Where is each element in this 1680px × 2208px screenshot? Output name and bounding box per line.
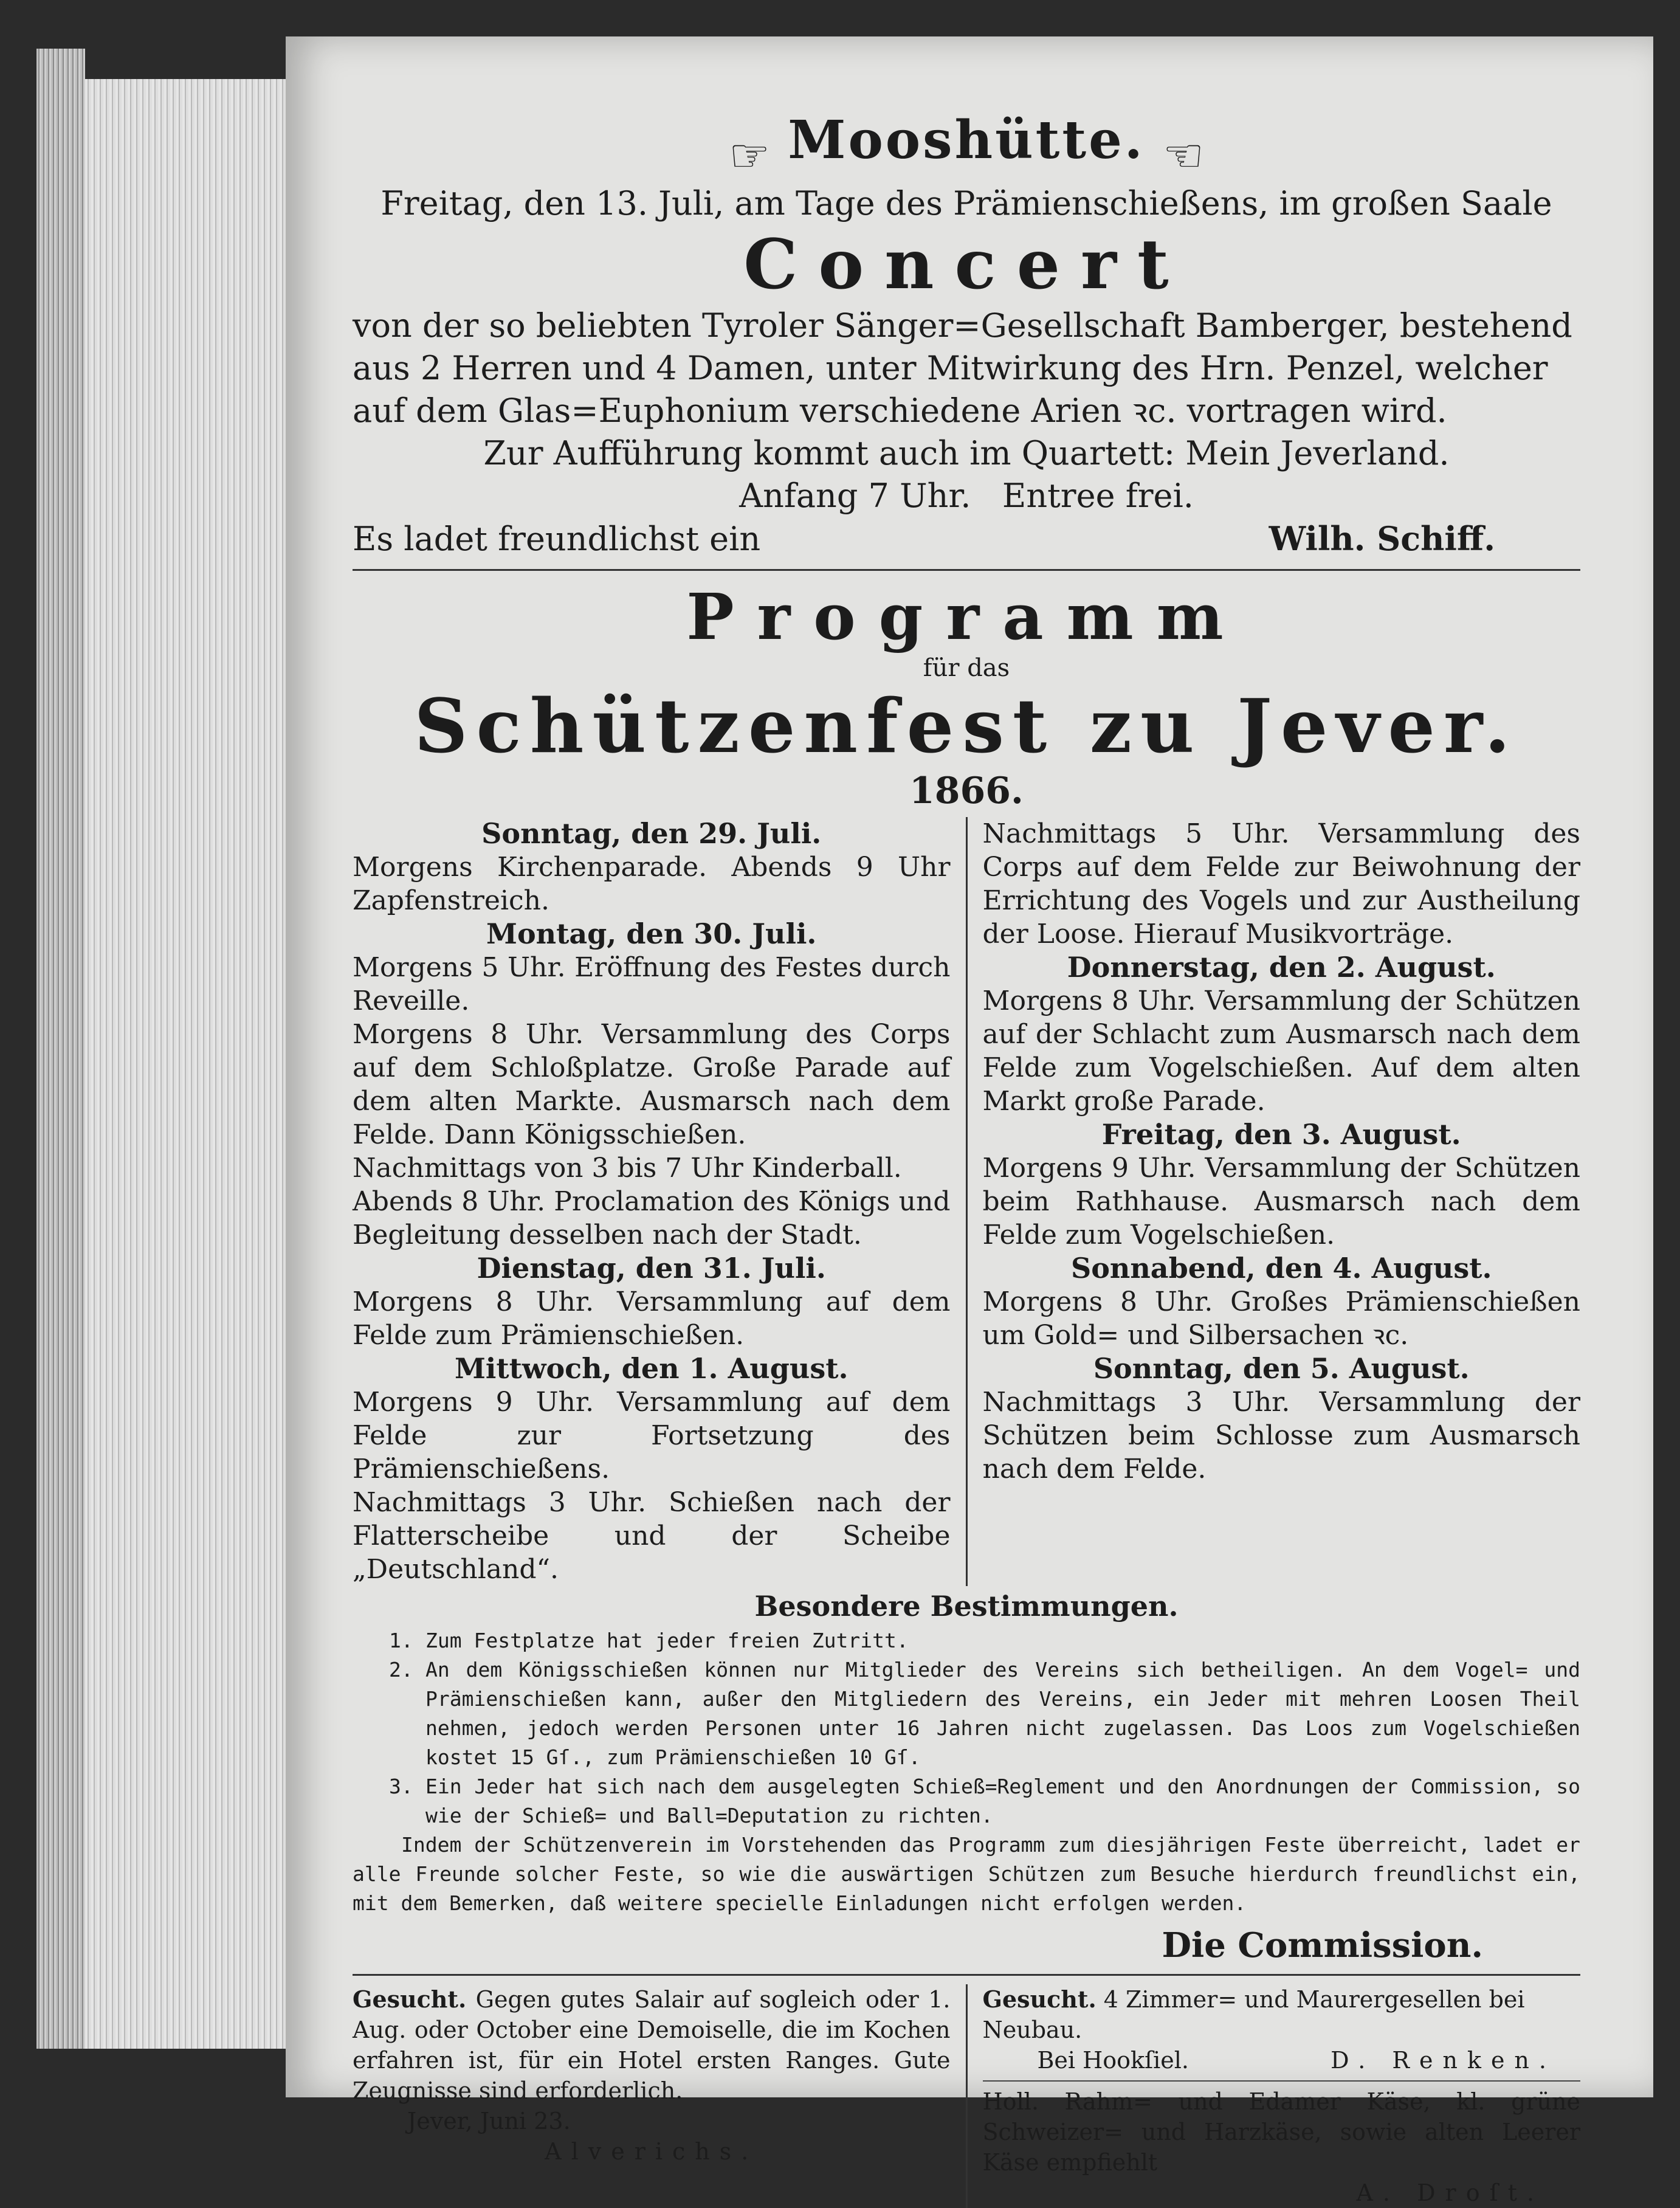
concert-quartet-line: Zur Aufführung kommt auch im Quartett: Mein Jeverland. bbox=[483, 434, 1450, 472]
concert-header bbox=[353, 109, 1580, 182]
concert-title: Concert bbox=[743, 225, 1189, 305]
ad-signature: Alverichs. bbox=[545, 2138, 759, 2165]
schedule-day: Montag, den 30. Juli. bbox=[486, 917, 817, 950]
concert-invite: Es ladet freundlichst ein bbox=[353, 520, 761, 558]
schedule-left bbox=[353, 817, 966, 1586]
schedule-right bbox=[966, 817, 1581, 1586]
schedule-text: Morgens 9 Uhr. Versammlung auf dem Felde zur Fortsetzung des Prämienschießens. Nachmittags 3 Uhr. Schießen nach der Flatterscheibe und der Scheibe „Deutschland“. bbox=[353, 1387, 951, 1585]
programm-title: Programm bbox=[686, 579, 1247, 654]
concert-body-line: aus 2 Herren und 4 Damen, unter Mitwirkung des Hrn. Penzel, welcher bbox=[353, 349, 1548, 387]
rule-item bbox=[353, 1626, 1580, 1655]
schedule-day: Mittwoch, den 1. August. bbox=[455, 1352, 849, 1385]
schedule-day: Donnerstag, den 2. August. bbox=[1067, 951, 1496, 984]
event-year: 1866. bbox=[909, 770, 1024, 812]
book-edge bbox=[36, 49, 85, 2049]
schedule-text: Morgens 8 Uhr. Großes Prämienschießen um Gold= und Silbersachen ꝛc. bbox=[982, 1286, 1580, 1351]
rule-text: Ein Jeder hat sich nach dem ausgelegten Schieß=Reglement und den Anordnungen der Commission, so wie der Schieß= und Ball=Deputation zu richten. bbox=[425, 1775, 1580, 1827]
ad-text: Gegen gutes Salair auf sogleich oder 1. Aug. oder October eine Demoiselle, die im Kochen erfahren ist, für ein Hotel ersten Ranges. Gute Zeugnisse sind erforderlich. bbox=[353, 1986, 951, 2104]
ad-head: Gesucht. bbox=[982, 1985, 1096, 2013]
ad-text: Holl. Rahm= und Edamer Käse, kl. grüne Schweizer= und Harzkäse, sowie alten Leerer Käse empfiehlt bbox=[982, 2088, 1580, 2176]
ad-body bbox=[983, 1984, 1581, 2045]
rule-number: 2. bbox=[389, 1658, 413, 1682]
ad-place: Bei Hookſiel. bbox=[1037, 2047, 1189, 2074]
schedule-text: Morgens Kirchenparade. Abends 9 Uhr Zapfenstreich. bbox=[353, 852, 951, 916]
newspaper-content bbox=[353, 109, 1580, 2208]
ad-signature: A. Droſt. bbox=[1356, 2179, 1544, 2206]
commission-signature: Die Commission. bbox=[1162, 1925, 1483, 1965]
ad-signature: D. Renken. bbox=[1331, 2047, 1556, 2074]
concert-date-line: Freitag, den 13. Juli, am Tage des Prämienschießens, im großen Saale bbox=[380, 184, 1552, 223]
rule-item bbox=[353, 1772, 1580, 1830]
rules-title: Besondere Bestimmungen. bbox=[754, 1590, 1179, 1623]
concert-signature: Wilh. Schiff. bbox=[1269, 519, 1495, 558]
rule-text: An dem Königsschießen können nur Mitglieder des Vereins sich betheiligen. An dem Vogel= und Prämienschießen kann, außer den Mitgliedern des Vereins, ein Jeder mit mehren Loosen Theil nehmen, jedoch werden Personen unter 16 Jahren nicht zugelassen. Das Loos zum Vogelschießen kostet 15 Gſ., zum Prämienschießen 10 Gſ. bbox=[425, 1658, 1580, 1769]
schedule-text: Morgens 5 Uhr. Eröffnung des Festes durch Reveille. Morgens 8 Uhr. Versammlung des Corps auf dem Schloßplatze. Große Parade auf dem alten Markte. Ausmarsch nach dem Felde. Dann Königsschießen. Nachmittags von 3 bis 7 Uhr Kinderball. Abends 8 Uhr. Proclamation des Königs und Begleitung desselben nach der Stadt. bbox=[353, 952, 951, 1251]
concert-body bbox=[353, 305, 1580, 432]
ad-footer bbox=[983, 2045, 1581, 2075]
schedule-day: Sonntag, den 5. August. bbox=[1093, 1352, 1470, 1385]
rule-number: 1. bbox=[389, 1629, 413, 1652]
rule-text: Zum Festplatze hat jeder freien Zutritt. bbox=[425, 1629, 909, 1652]
concert-body-line: von der so beliebten Tyroler Sänger=Gesellschaft Bamberger, bestehend bbox=[353, 306, 1572, 345]
rule-item bbox=[353, 1655, 1580, 1772]
ad-right bbox=[966, 1984, 1581, 2208]
rules-list bbox=[353, 1626, 1580, 1918]
classified-ads bbox=[353, 1984, 1580, 2208]
schedule-text: Nachmittags 5 Uhr. Versammlung des Corps auf dem Felde zur Beiwohnung der Errichtung des Vogels und zur Austheilung der Loose. Hierauf Musikvorträge. bbox=[982, 818, 1580, 950]
pointing-hand-right-icon: ☞ bbox=[729, 128, 771, 182]
concert-footer bbox=[353, 517, 1580, 561]
concert-time-line: Anfang 7 Uhr. Entree frei. bbox=[739, 477, 1194, 515]
schedule-day: Sonnabend, den 4. August. bbox=[1071, 1252, 1492, 1285]
ad-left bbox=[353, 1984, 966, 2208]
ad-body bbox=[353, 1984, 951, 2106]
pointing-hand-left-icon: ☜ bbox=[1162, 128, 1204, 182]
schedule-day: Sonntag, den 29. Juli. bbox=[481, 817, 822, 850]
rule-number: 3. bbox=[389, 1775, 413, 1798]
schedule-day: Dienstag, den 31. Juli. bbox=[477, 1252, 826, 1285]
schedule-day: Freitag, den 3. August. bbox=[1101, 1118, 1461, 1151]
divider bbox=[983, 2080, 1581, 2082]
schedule-text: Nachmittags 3 Uhr. Versammlung der Schützen beim Schlosse zum Ausmarsch nach dem Felde. bbox=[982, 1387, 1580, 1485]
venue-title: Mooshütte. bbox=[788, 109, 1145, 171]
schedule-text: Morgens 8 Uhr. Versammlung auf dem Felde zum Prämienschießen. bbox=[353, 1286, 951, 1351]
schedule-text: Morgens 9 Uhr. Versammlung der Schützen beim Rathhause. Ausmarsch nach dem Felde zum Vogelschießen. bbox=[982, 1153, 1580, 1251]
concert-body-line: auf dem Glas=Euphonium verschiedene Arien ꝛc. vortragen wird. bbox=[353, 392, 1447, 430]
ad-place: Jever, Juni 23. bbox=[407, 2108, 571, 2134]
programm-subtitle: für das bbox=[923, 654, 1010, 682]
schedule-text: Morgens 8 Uhr. Versammlung der Schützen auf der Schlacht zum Ausmarsch nach dem Felde zum Vogelschießen. Auf dem alten Markt große Parade. bbox=[982, 985, 1580, 1117]
page-stack bbox=[85, 79, 316, 2049]
divider bbox=[353, 1974, 1580, 1976]
closing-paragraph: Indem der Schützenverein im Vorstehenden das Programm zum diesjährigen Feste überreicht, ladet er alle Freunde solcher Feste, so wie die auswärtigen Schützen zum Besuche hierdurch freundlichst ein, mit dem Bemerken, daß weitere specielle Einladungen nicht erfolgen werden. bbox=[353, 1833, 1580, 1915]
divider bbox=[353, 569, 1580, 571]
ad-text: 4 Zimmer= und Maurergesellen bei Neubau. bbox=[982, 1986, 1525, 2043]
ad-head: Gesucht. bbox=[353, 1985, 467, 2013]
schedule-columns bbox=[353, 817, 1580, 1586]
event-title: Schützenfest zu Jever. bbox=[414, 682, 1519, 770]
